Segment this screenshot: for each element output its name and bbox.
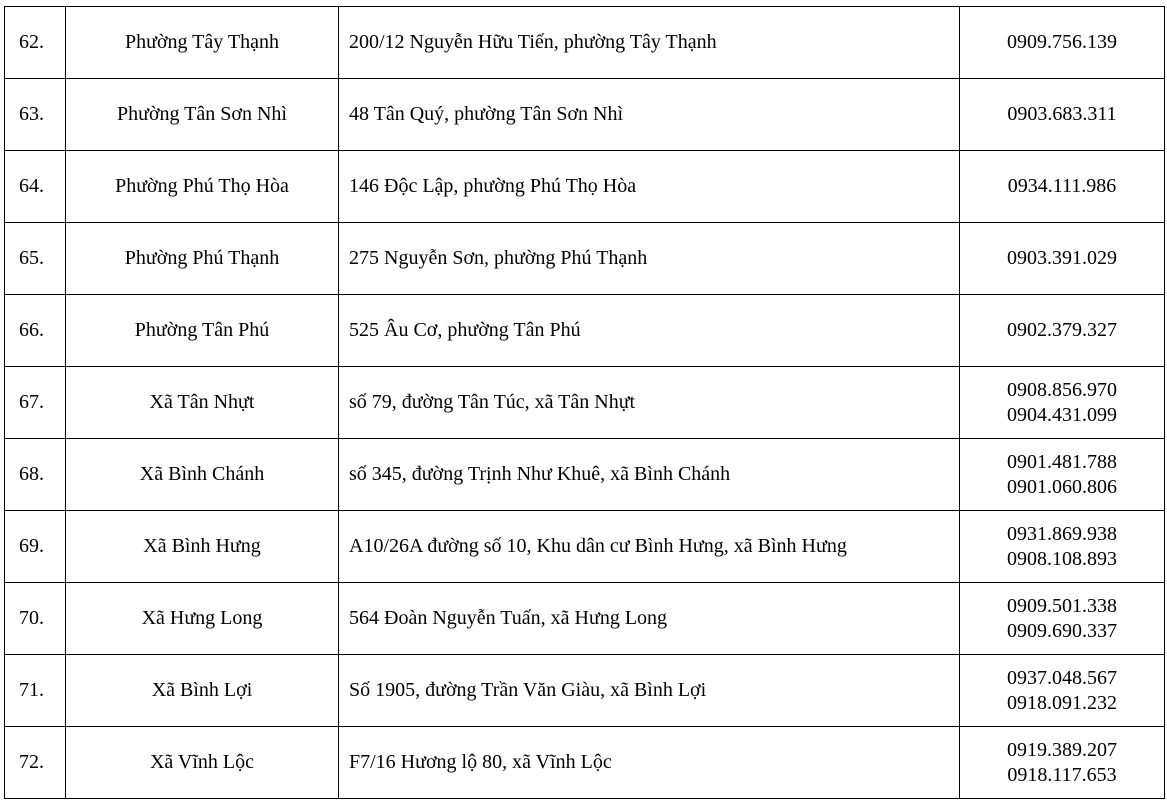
phone-number: 0908.108.893 bbox=[1007, 547, 1117, 570]
phone-number: 0919.389.207 bbox=[1007, 738, 1117, 761]
address: 275 Nguyễn Sơn, phường Phú Thạnh bbox=[339, 223, 960, 295]
phone-cell bbox=[960, 727, 1165, 799]
table-row bbox=[5, 151, 1165, 223]
ward-name: Phường Phú Thạnh bbox=[66, 223, 339, 295]
phone-number: 0903.683.311 bbox=[1007, 103, 1117, 125]
phone-number: 0904.431.099 bbox=[1007, 403, 1117, 426]
phone-number: 0901.481.788 bbox=[1007, 450, 1117, 473]
address: 200/12 Nguyễn Hữu Tiến, phường Tây Thạnh bbox=[339, 7, 960, 79]
phone-number: 0901.060.806 bbox=[1007, 475, 1117, 498]
phone-cell bbox=[960, 367, 1165, 439]
phone-number: 0918.091.232 bbox=[1007, 691, 1117, 714]
phone-number: 0909.690.337 bbox=[1007, 619, 1117, 642]
row-number: 70. bbox=[5, 583, 66, 655]
row-number: 72. bbox=[5, 727, 66, 799]
address: F7/16 Hương lộ 80, xã Vĩnh Lộc bbox=[339, 727, 960, 799]
phone-cell bbox=[960, 223, 1165, 295]
row-number: 62. bbox=[5, 7, 66, 79]
table-row bbox=[5, 439, 1165, 511]
table-row bbox=[5, 295, 1165, 367]
row-number: 64. bbox=[5, 151, 66, 223]
phone-cell bbox=[960, 7, 1165, 79]
contact-table bbox=[4, 6, 1165, 799]
phone-cell bbox=[960, 151, 1165, 223]
ward-name: Phường Phú Thọ Hòa bbox=[66, 151, 339, 223]
table-row bbox=[5, 727, 1165, 799]
table-row bbox=[5, 583, 1165, 655]
phone-cell bbox=[960, 439, 1165, 511]
phone-number: 0909.756.139 bbox=[1007, 31, 1117, 53]
address: A10/26A đường số 10, Khu dân cư Bình Hưng, xã Bình Hưng bbox=[339, 511, 960, 583]
row-number: 66. bbox=[5, 295, 66, 367]
table-row bbox=[5, 7, 1165, 79]
phone-number: 0909.501.338 bbox=[1007, 594, 1117, 617]
phone-cell bbox=[960, 655, 1165, 727]
phone-number: 0903.391.029 bbox=[1007, 247, 1117, 269]
ward-name: Xã Bình Hưng bbox=[66, 511, 339, 583]
row-number: 68. bbox=[5, 439, 66, 511]
table-row bbox=[5, 367, 1165, 439]
ward-name: Phường Tân Phú bbox=[66, 295, 339, 367]
row-number: 65. bbox=[5, 223, 66, 295]
address: 525 Âu Cơ, phường Tân Phú bbox=[339, 295, 960, 367]
phone-cell bbox=[960, 79, 1165, 151]
table-row bbox=[5, 655, 1165, 727]
phone-number: 0902.379.327 bbox=[1007, 319, 1117, 341]
phone-number: 0931.869.938 bbox=[1007, 522, 1117, 545]
table-row bbox=[5, 223, 1165, 295]
phone-number: 0937.048.567 bbox=[1007, 666, 1117, 689]
ward-name: Xã Tân Nhựt bbox=[66, 367, 339, 439]
ward-name: Phường Tây Thạnh bbox=[66, 7, 339, 79]
row-number: 69. bbox=[5, 511, 66, 583]
ward-name: Xã Hưng Long bbox=[66, 583, 339, 655]
ward-name: Xã Bình Chánh bbox=[66, 439, 339, 511]
address: số 345, đường Trịnh Như Khuê, xã Bình Chánh bbox=[339, 439, 960, 511]
address: Số 1905, đường Trần Văn Giàu, xã Bình Lợi bbox=[339, 655, 960, 727]
ward-name: Xã Vĩnh Lộc bbox=[66, 727, 339, 799]
ward-name: Xã Bình Lợi bbox=[66, 655, 339, 727]
row-number: 67. bbox=[5, 367, 66, 439]
ward-name: Phường Tân Sơn Nhì bbox=[66, 79, 339, 151]
address: 48 Tân Quý, phường Tân Sơn Nhì bbox=[339, 79, 960, 151]
phone-cell bbox=[960, 295, 1165, 367]
phone-cell bbox=[960, 511, 1165, 583]
phone-number: 0908.856.970 bbox=[1007, 378, 1117, 401]
table-body bbox=[5, 7, 1165, 799]
row-number: 63. bbox=[5, 79, 66, 151]
phone-number: 0918.117.653 bbox=[1007, 763, 1117, 786]
phone-cell bbox=[960, 583, 1165, 655]
address: 564 Đoàn Nguyễn Tuấn, xã Hưng Long bbox=[339, 583, 960, 655]
row-number: 71. bbox=[5, 655, 66, 727]
table-row bbox=[5, 511, 1165, 583]
table-row bbox=[5, 79, 1165, 151]
address: số 79, đường Tân Túc, xã Tân Nhựt bbox=[339, 367, 960, 439]
address: 146 Độc Lập, phường Phú Thọ Hòa bbox=[339, 151, 960, 223]
phone-number: 0934.111.986 bbox=[1007, 175, 1117, 197]
